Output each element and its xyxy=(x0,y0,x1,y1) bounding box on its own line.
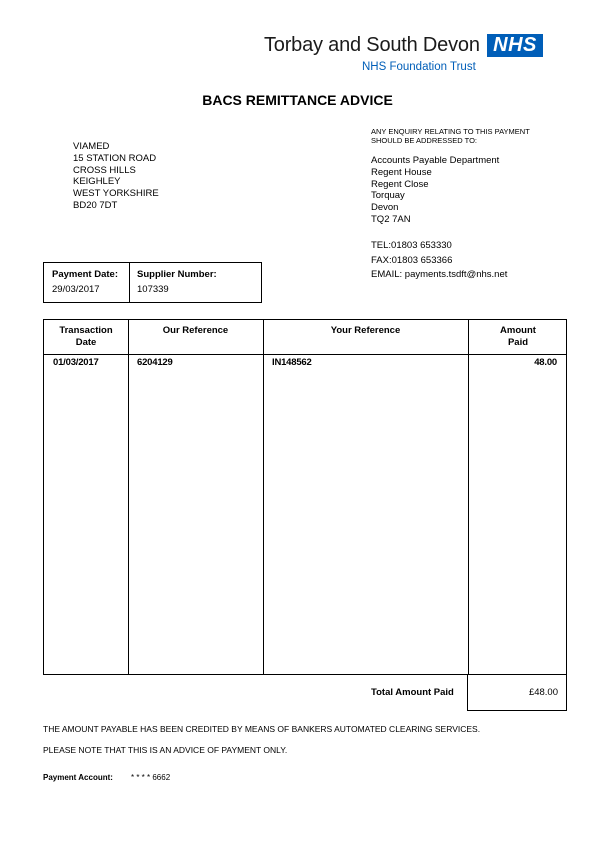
total-label: Total Amount Paid xyxy=(371,687,454,698)
supplier-number-value: 107339 xyxy=(137,284,169,295)
row-amount-paid: 48.00 xyxy=(534,357,557,368)
box-divider xyxy=(129,263,130,302)
supplier-address xyxy=(73,141,159,212)
column-divider xyxy=(128,320,129,674)
row-transaction-date: 01/03/2017 xyxy=(53,357,99,368)
total-box xyxy=(467,674,567,711)
address-line: WEST YORKSHIRE xyxy=(73,188,159,200)
address-line: 15 STATION ROAD xyxy=(73,152,157,164)
header-line: Amount xyxy=(500,325,536,336)
enquiry-note xyxy=(371,127,530,145)
address-line: Accounts Payable Department xyxy=(371,155,500,166)
address-line: KEIGHLEY xyxy=(73,176,121,188)
header-our-reference: Our Reference xyxy=(162,325,229,336)
address-line: BD20 7DT xyxy=(73,199,118,211)
header-amount-paid xyxy=(468,325,568,348)
header-line: Transaction xyxy=(59,325,113,336)
header-your-reference: Your Reference xyxy=(330,325,401,336)
address-line: Torquay xyxy=(371,190,405,202)
enquiry-note-line: ANY ENQUIRY RELATING TO THIS PAYMENT xyxy=(371,127,530,136)
total-value: £48.00 xyxy=(528,687,558,698)
row-our-reference: 6204129 xyxy=(137,357,173,368)
row-your-reference: IN148562 xyxy=(272,357,312,368)
payment-account-value: * * * * 6662 xyxy=(131,773,171,782)
header-divider xyxy=(44,354,566,355)
address-line: Regent House xyxy=(371,166,432,178)
enquiry-tel: TEL:01803 653330 xyxy=(371,240,452,251)
payment-date-label: Payment Date: xyxy=(52,269,118,280)
footer-advice-note: PLEASE NOTE THAT THIS IS AN ADVICE OF PAYMENT ONLY. xyxy=(43,745,288,755)
enquiry-note-line: SHOULD BE ADDRESSED TO: xyxy=(371,136,478,145)
header-transaction-date xyxy=(44,325,128,348)
address-line: CROSS HILLS xyxy=(73,164,136,176)
address-line: TQ2 7AN xyxy=(371,213,411,225)
transactions-table xyxy=(43,319,567,675)
trust-subtitle: NHS Foundation Trust xyxy=(362,61,476,73)
enquiry-email: EMAIL: payments.tsdft@nhs.net xyxy=(371,269,508,280)
document-title: BACS REMITTANCE ADVICE xyxy=(202,92,393,108)
address-line: Devon xyxy=(371,202,399,214)
address-line: VIAMED xyxy=(73,141,110,152)
supplier-number-label: Supplier Number: xyxy=(137,269,217,280)
payment-account-label: Payment Account: xyxy=(43,773,113,782)
enquiry-fax: FAX:01803 653366 xyxy=(371,255,453,266)
header-line: Date xyxy=(75,336,97,348)
nhs-logo: NHS xyxy=(487,34,543,57)
footer-bacs-note: THE AMOUNT PAYABLE HAS BEEN CREDITED BY MEANS OF BANKERS AUTOMATED CLEARING SERVICES. xyxy=(43,724,481,734)
address-line: Regent Close xyxy=(371,178,429,190)
enquiry-address xyxy=(371,155,499,226)
trust-name: Torbay and South Devon xyxy=(264,34,480,56)
payment-info-box xyxy=(43,262,262,303)
payment-date-value: 29/03/2017 xyxy=(52,284,100,295)
column-divider xyxy=(468,320,469,674)
header-line: Paid xyxy=(507,336,529,348)
column-divider xyxy=(263,320,264,674)
